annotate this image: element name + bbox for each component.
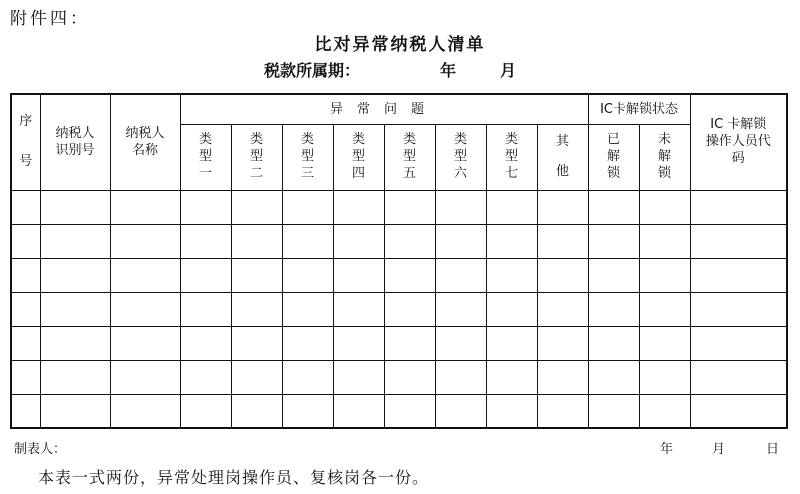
table-cell[interactable] [180,190,231,224]
table-cell[interactable] [639,258,690,292]
table-cell[interactable] [486,326,537,360]
table-cell[interactable] [231,190,282,224]
date-year-label: 年 [660,442,674,457]
table-cell[interactable] [435,190,486,224]
table-cell[interactable] [435,224,486,258]
table-cell[interactable] [282,292,333,326]
table-cell[interactable] [282,360,333,394]
table-cell[interactable] [180,394,231,428]
date-month-label: 月 [712,442,726,457]
table-cell[interactable] [110,360,180,394]
header-abnormal-issues: 异常问题 [180,94,588,124]
table-cell[interactable] [384,360,435,394]
table-cell[interactable] [333,360,384,394]
table-cell[interactable] [231,258,282,292]
table-cell[interactable] [231,292,282,326]
table-row [11,224,787,258]
table-cell[interactable] [180,292,231,326]
table-cell[interactable] [180,258,231,292]
table-cell[interactable] [435,292,486,326]
table-cell[interactable] [110,394,180,428]
table-row [11,394,787,428]
table-cell[interactable] [384,224,435,258]
table-cell[interactable] [180,326,231,360]
table-cell[interactable] [537,258,588,292]
table-cell[interactable] [282,326,333,360]
table-cell[interactable] [40,292,110,326]
attachment-label: 附件四： [10,9,90,29]
table-cell[interactable] [690,394,787,428]
document-title: 比对异常纳税人清单 [314,35,486,55]
table-row [11,190,787,224]
tax-period-line [264,58,516,81]
header-type-3: 类型三 [282,124,333,190]
table-cell[interactable] [486,292,537,326]
tax-period-year-label: 年 [440,61,457,80]
table-cell[interactable] [110,258,180,292]
table-cell[interactable] [588,326,639,360]
table-cell[interactable] [537,190,588,224]
table-cell[interactable] [40,224,110,258]
table-cell[interactable] [384,326,435,360]
table-cell[interactable] [110,292,180,326]
table-cell[interactable] [537,292,588,326]
table-cell[interactable] [231,224,282,258]
table-cell[interactable] [282,190,333,224]
abnormal-taxpayer-table [10,93,788,429]
table-cell[interactable] [537,360,588,394]
table-row [11,258,787,292]
footnote: 本表一式两份，异常处理岗操作员、复核岗各一份。 [38,468,430,487]
table-cell[interactable] [384,190,435,224]
table-cell[interactable] [690,326,787,360]
table-cell[interactable] [282,224,333,258]
header-type-1: 类型一 [180,124,231,190]
table-cell[interactable] [690,292,787,326]
table-cell[interactable] [11,360,40,394]
table-cell[interactable] [588,258,639,292]
table-cell[interactable] [180,224,231,258]
table-cell[interactable] [333,292,384,326]
table-cell[interactable] [282,394,333,428]
table-cell[interactable] [537,326,588,360]
table-cell[interactable] [690,190,787,224]
table-cell[interactable] [588,360,639,394]
table-cell[interactable] [231,360,282,394]
table-cell[interactable] [690,224,787,258]
table-cell[interactable] [384,292,435,326]
table-date [660,438,779,457]
table-cell[interactable] [11,224,40,258]
table-cell[interactable] [11,326,40,360]
date-day-label: 日 [766,442,780,457]
table-cell[interactable] [486,394,537,428]
tax-period-label: 税款所属期： [264,61,361,80]
table-cell[interactable] [180,360,231,394]
table-cell[interactable] [588,224,639,258]
table-cell[interactable] [690,258,787,292]
table-cell[interactable] [435,258,486,292]
table-cell[interactable] [384,258,435,292]
table-cell[interactable] [537,224,588,258]
table-cell[interactable] [11,394,40,428]
table-cell[interactable] [384,394,435,428]
table-cell[interactable] [690,360,787,394]
table-cell[interactable] [486,224,537,258]
table-cell[interactable] [333,224,384,258]
header-ic-unlocked: 已解锁 [588,124,639,190]
table-cell[interactable] [639,326,690,360]
header-type-4: 类型四 [333,124,384,190]
table-cell[interactable] [435,360,486,394]
table-cell[interactable] [11,258,40,292]
table-cell[interactable] [588,190,639,224]
header-type-other: 其他 [537,124,588,190]
table-row [11,360,787,394]
table-cell[interactable] [639,190,690,224]
table-cell[interactable] [231,394,282,428]
table-cell[interactable] [282,258,333,292]
table-cell[interactable] [110,224,180,258]
header-type-5: 类型五 [384,124,435,190]
table-cell[interactable] [11,190,40,224]
maker-label: 制表人： [14,442,67,457]
header-ic-not-unlocked: 未解锁 [639,124,690,190]
table-cell[interactable] [435,394,486,428]
table-cell[interactable] [486,190,537,224]
table-cell[interactable] [231,326,282,360]
table-cell[interactable] [333,394,384,428]
header-type-2: 类型二 [231,124,282,190]
table-body [11,190,787,428]
table-cell[interactable] [40,190,110,224]
table-cell[interactable] [486,360,537,394]
header-taxpayer-id: 纳税人识别号 [40,94,110,190]
table-cell[interactable] [639,224,690,258]
table-cell[interactable] [639,360,690,394]
table-cell[interactable] [40,360,110,394]
table-cell[interactable] [588,292,639,326]
table-cell[interactable] [333,190,384,224]
table-cell[interactable] [110,326,180,360]
table-cell[interactable] [588,394,639,428]
header-type-7: 类型七 [486,124,537,190]
header-ic-operator: IC 卡解锁操作人员代码 [690,94,787,190]
table-cell[interactable] [40,394,110,428]
header-seq: 序号 [11,94,40,190]
table-cell[interactable] [639,394,690,428]
table-cell[interactable] [333,326,384,360]
table-row [11,292,787,326]
header-ic-status: IC卡解锁状态 [588,94,690,124]
table-cell[interactable] [40,326,110,360]
table-cell[interactable] [486,258,537,292]
tax-period-month-label: 月 [500,61,517,80]
table-cell[interactable] [40,258,110,292]
table-cell[interactable] [537,394,588,428]
header-type-6: 类型六 [435,124,486,190]
header-taxpayer-name: 纳税人名称 [110,94,180,190]
table-cell[interactable] [639,292,690,326]
table-cell[interactable] [11,292,40,326]
table-cell[interactable] [110,190,180,224]
table-cell[interactable] [435,326,486,360]
table-row [11,326,787,360]
table-cell[interactable] [333,258,384,292]
